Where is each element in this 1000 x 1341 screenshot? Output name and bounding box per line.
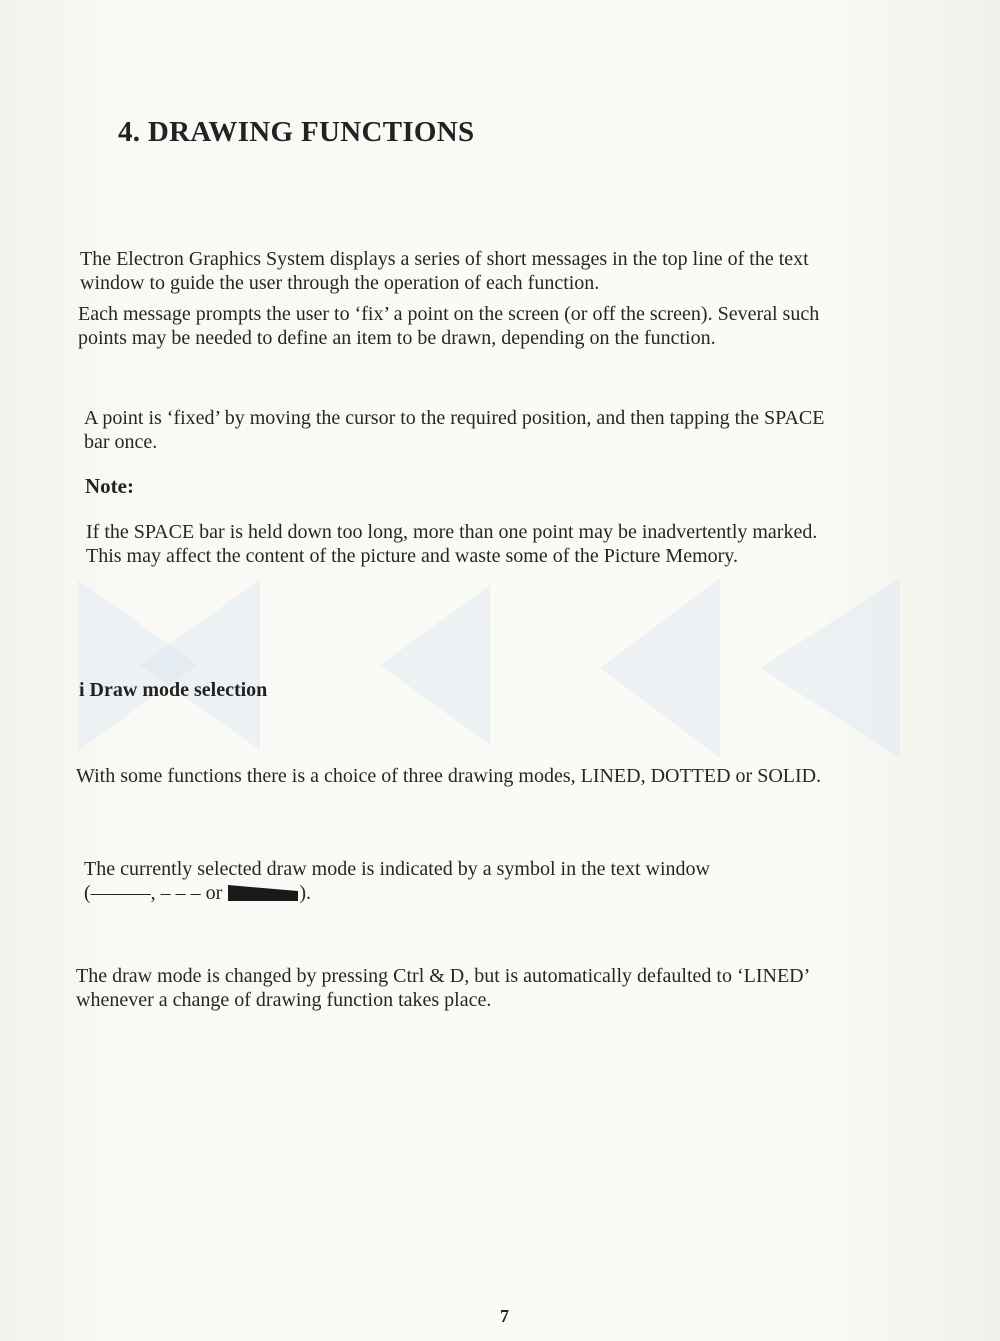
text-line: window to guide the user through the operation of each function.	[80, 272, 600, 294]
or-text: or	[205, 882, 223, 904]
page-title: 4. DRAWING FUNCTIONS	[118, 116, 475, 148]
text-line: With some functions there is a choice of three drawing modes, LINED, DOTTED or SOLID.	[76, 765, 822, 787]
dotted-symbol: – – –	[160, 882, 201, 904]
intro-paragraph-3	[84, 406, 824, 454]
separator: ,	[150, 882, 156, 904]
intro-paragraph-2	[78, 302, 819, 350]
note-paragraph	[86, 520, 817, 568]
text-line: If the SPACE bar is held down too long, more than one point may be inadvertently marked.	[86, 521, 818, 543]
text-line: This may affect the content of the picture and waste some of the Picture Memory.	[86, 545, 739, 567]
show-through-shape	[760, 578, 900, 758]
solid-wedge-icon	[228, 885, 298, 901]
lined-symbol: ———	[90, 882, 151, 904]
text-line: Each message prompts the user to ‘fix’ a point on the screen (or off the screen). Several such	[78, 303, 820, 325]
draw-mode-paragraph-2	[84, 857, 710, 905]
text-line: A point is ‘fixed’ by moving the cursor to the required position, and then tapping the SPACE	[84, 407, 825, 429]
page-number: 7	[500, 1306, 509, 1326]
draw-mode-paragraph-1	[76, 764, 821, 788]
text-line: bar once.	[84, 431, 158, 453]
text-line: points may be needed to define an item to be drawn, depending on the function.	[78, 327, 716, 349]
text-line: The Electron Graphics System displays a series of short messages in the top line of the text	[80, 248, 809, 270]
note-heading: Note:	[85, 474, 134, 498]
text-line: whenever a change of drawing function takes place.	[76, 989, 492, 1011]
show-through-shape	[380, 585, 490, 745]
draw-mode-symbols	[84, 881, 311, 905]
draw-mode-paragraph-3	[76, 964, 810, 1012]
close-paren: ).	[299, 882, 312, 904]
intro-paragraph-1	[80, 247, 809, 295]
show-through-shape	[600, 578, 720, 758]
section-heading-draw-mode: i Draw mode selection	[79, 679, 268, 701]
text-line: The draw mode is changed by pressing Ctrl & D, but is automatically defaulted to ‘LINED’	[76, 965, 811, 987]
text-line: The currently selected draw mode is indicated by a symbol in the text window	[84, 858, 710, 880]
open-paren: (	[84, 882, 91, 904]
show-through-shape	[140, 580, 260, 750]
